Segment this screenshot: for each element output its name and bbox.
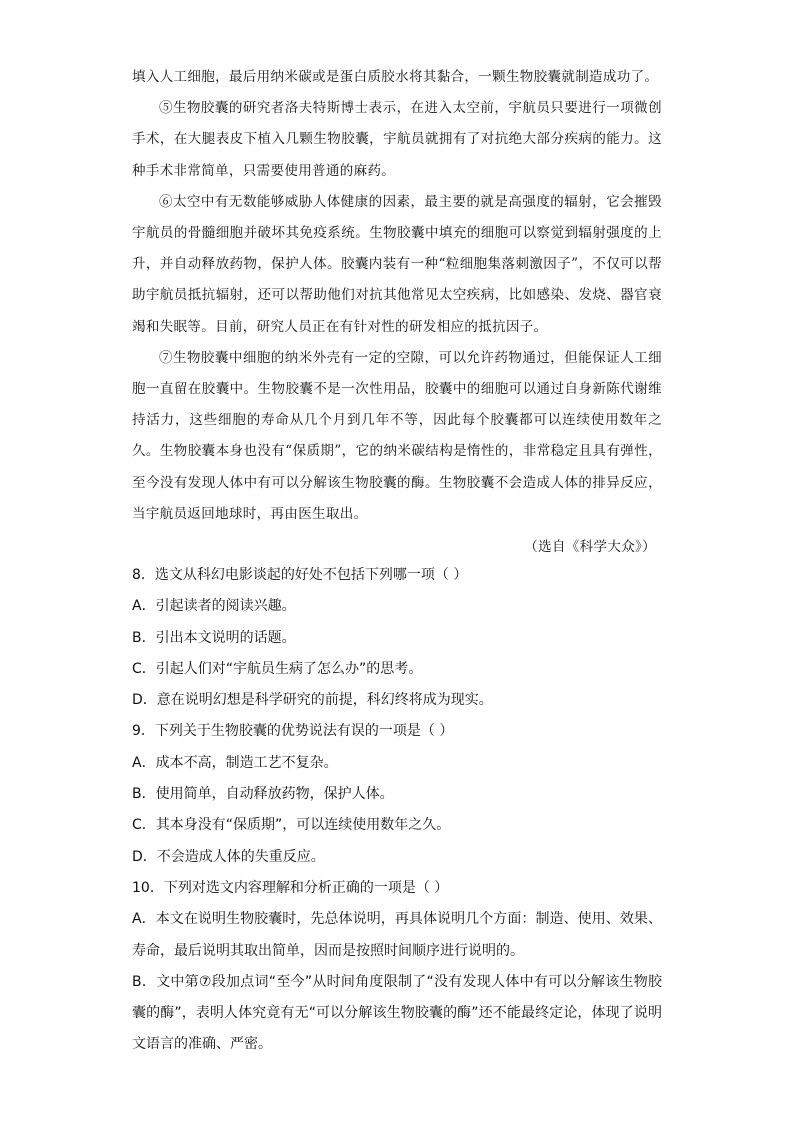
option-c: C．其本身没有“保质期”，可以连续使用数年之久。 (132, 817, 451, 834)
question-stem: 8．选文从科幻电影谈起的好处不包括下列哪一项（ ） (132, 567, 468, 583)
option-a: A．引起读者的阅读兴趣。 (132, 598, 296, 615)
option-c: C．引起人们对“宇航员生病了怎么办”的思考。 (132, 660, 423, 677)
passage-source: （选自《科学大众》） (524, 539, 656, 556)
option-b: B．引出本文说明的话题。 (132, 629, 296, 646)
passage-paragraph-6: ⑥太空中有无数能够威胁人体健康的因素，最主要的就是高强度的辐射，它会摧毁宇航员的骨髓细胞并破坏其免疫系统。生物胶囊中填充的细胞可以察觉到辐射强度的上升，并自动释放药物，保护人体。胶囊内装有一种“粒细胞集落刺激因子”，不仅可以帮助宇航员抵抗辐射，还可以帮助他们对抗其他常见太空疾病，比如感染、发烧、器官衰竭和失眠等。目前，研究人员正在有针对性的研发相应的抵抗因子。 (132, 193, 662, 335)
question-stem: 10．下列对选文内容理解和分析正确的一项是（ ） (132, 879, 449, 896)
option-a: A．本文在说明生物胶囊时，先总体说明，再具体说明几个方面：制造、使用、效果、寿命，最后说明其取出简单，因而是按照时间顺序进行说明的。 (132, 911, 662, 959)
option-d: D．意在说明幻想是科学研究的前提，科幻终将成为现实。 (132, 692, 493, 709)
option-b: B．文中第⑦段加点词“至今”从时间角度限制了“没有发现人体中有可以分解该生物胶囊的酶”，表明人体究竟有无“可以分解该生物胶囊的酶”还不能最终定论，体现了说明文语言的准确、严密。 (132, 973, 662, 1053)
question-list (132, 560, 662, 1061)
passage-paragraph-5: ⑤生物胶囊的研究者洛夫特斯博士表示，在进入太空前，宇航员只要进行一项微创手术，在大腿表皮下植入几颗生物胶囊，宇航员就拥有了对抗绝大部分疾病的能力。这种手术非常简单，只需要使用普通的麻药。 (132, 100, 662, 179)
option-a: A．成本不高，制造工艺不复杂。 (132, 754, 338, 771)
question-10 (132, 873, 662, 1061)
passage-paragraph-continued: 填入人工细胞，最后用纳米碳或是蛋白质胶水将其黏合，一颗生物胶囊就制造成功了。 (132, 69, 659, 85)
question-8 (132, 560, 662, 716)
option-b: B．使用简单，自动释放药物，保护人体。 (132, 786, 394, 803)
reading-passage (132, 62, 662, 563)
passage-paragraph-7: ⑦生物胶囊中细胞的纳米外壳有一定的空隙，可以允许药物通过，但能保证人工细胞一直留在胶囊中。生物胶囊不是一次性用品，胶囊中的细胞可以通过自身新陈代谢维持活力，这些细胞的寿命从几个月到几年不等，因此每个胶囊都可以连续使用数年之久。生物胶囊本身也没有“保质期”，它的纳米碳结构是惰性的，非常稳定且具有弹性，至今没有发现人体中有可以分解该生物胶囊的酶。生物胶囊不会造成人体的排异反应，当宇航员返回地球时，再由医生取出。 (132, 349, 662, 522)
question-9 (132, 716, 662, 872)
question-stem: 9．下列关于生物胶囊的优势说法有误的一项是（ ） (132, 723, 454, 740)
option-d: D．不会造成人体的失重反应。 (132, 848, 325, 865)
